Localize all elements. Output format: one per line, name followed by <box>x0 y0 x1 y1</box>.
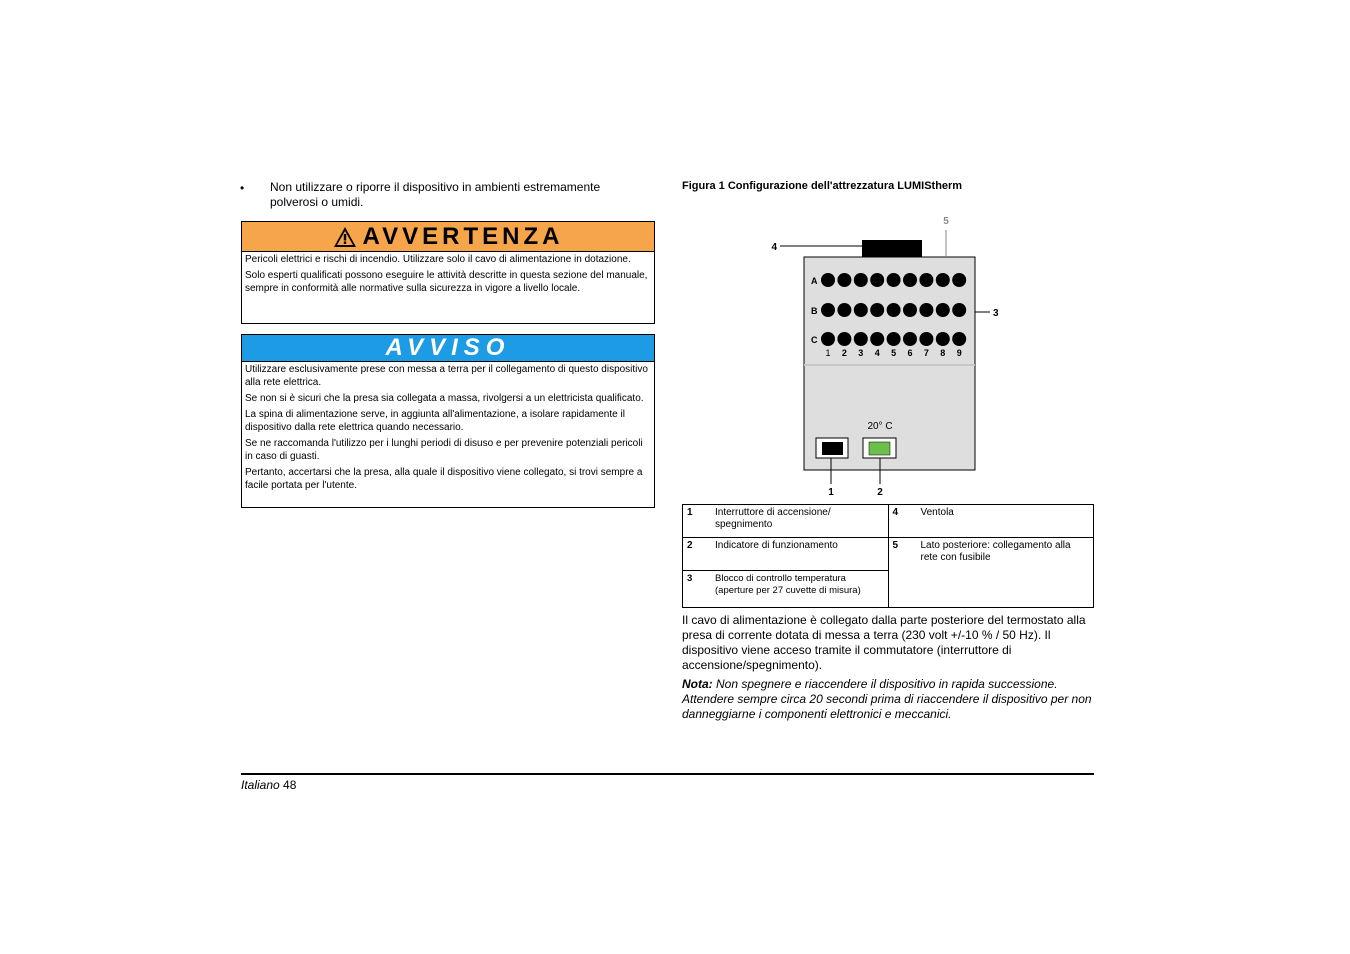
cuvette-well-b7 <box>919 303 933 317</box>
warning-title: AVVERTENZA <box>362 222 564 250</box>
body-paragraph: Il cavo di alimentazione è collegato dalla parte posteriore del termostato alla presa di corrente dotata di messa a terra (230 volt +/-10 % / 50 Hz). Il dispositivo viene acceso tramite il commutatore (interruttore di accensione/spegnimento). <box>682 613 1086 672</box>
cuvette-well-b9 <box>952 303 966 317</box>
cuvette-well-a3 <box>854 273 868 287</box>
notice-body <box>242 362 654 496</box>
cuvette-well-c8 <box>936 332 950 346</box>
legend-label: Ventola <box>920 507 954 518</box>
cuvette-wells <box>821 273 966 346</box>
column-label-5: 5 <box>891 348 897 358</box>
cuvette-well-a7 <box>919 273 933 287</box>
column-label-6: 6 <box>907 348 913 358</box>
cuvette-well-c9 <box>952 332 966 346</box>
legend-number: 3 <box>687 573 693 584</box>
notice-paragraph: Pertanto, accertarsi che la presa, alla quale il dispositivo viene collegato, si trovi sempre a facile portata per l'utente. <box>245 467 643 491</box>
note-text: Non spegnere e riaccendere il dispositivo in rapida successione. Attendere sempre circa 20 secondi prima di riaccendere il dispositivo per non danneggiarne i componenti elettronici e meccanici. <box>682 677 1092 721</box>
cuvette-well-a5 <box>887 273 901 287</box>
legend-cell <box>683 571 889 608</box>
warning-body <box>242 252 654 299</box>
cuvette-well-a2 <box>837 273 851 287</box>
legend-cell <box>683 505 889 538</box>
legend-label: Blocco di controllo temperatura (aperture per 27 cuvette di misura) <box>715 573 861 596</box>
notice-paragraph: La spina di alimentazione serve, in aggiunta all'alimentazione, a isolare rapidamente il dispositivo dalla rete elettrica quando necessario. <box>245 409 625 433</box>
table-row <box>683 538 1094 571</box>
footer-language: Italiano <box>241 778 280 792</box>
warning-header <box>241 221 655 252</box>
cuvette-well-c3 <box>854 332 868 346</box>
cuvette-well-c2 <box>837 332 851 346</box>
warning-triangle-icon <box>333 226 357 248</box>
legend-label: Interruttore di accensione/ spegnimento <box>715 507 831 530</box>
cuvette-well-c7 <box>919 332 933 346</box>
row-label-b: B <box>811 306 818 316</box>
cuvette-well-a6 <box>903 273 917 287</box>
warning-paragraph: Pericoli elettrici e rischi di incendio. Utilizzare solo il cavo di alimentazione in dotazione. <box>245 254 631 265</box>
page-number: 48 <box>283 778 297 792</box>
legend-cell <box>683 538 889 571</box>
cuvette-well-b2 <box>837 303 851 317</box>
note-paragraph <box>682 677 1094 722</box>
callout-5: 5 <box>943 216 949 227</box>
cuvette-well-b3 <box>854 303 868 317</box>
notice-paragraph: Se non si è sicuri che la presa sia collegata a massa, rivolgersi a un elettricista qualificato. <box>245 393 644 404</box>
legend-number: 5 <box>892 540 899 551</box>
bullet-text: Non utilizzare o riporre il dispositivo in ambienti estremamente polverosi o umidi. <box>270 180 601 209</box>
legend-label: Lato posteriore: collegamento alla rete con fusibile <box>920 540 1071 563</box>
legend-label: Indicatore di funzionamento <box>715 540 838 551</box>
cuvette-well-c5 <box>887 332 901 346</box>
legend-number: 1 <box>687 507 693 518</box>
cuvette-well-b5 <box>887 303 901 317</box>
callout-4: 4 <box>771 242 777 253</box>
cuvette-well-b8 <box>936 303 950 317</box>
notice-header <box>241 334 655 362</box>
notice-box <box>241 334 655 508</box>
bullet-symbol: • <box>240 181 245 195</box>
table-row <box>683 505 1094 538</box>
cuvette-well-a9 <box>952 273 966 287</box>
device-diagram <box>682 210 1094 502</box>
notice-paragraph: Utilizzare esclusivamente prese con messa a terra per il collegamento di questo dispositivo alla rete elettrica. <box>245 364 648 388</box>
note-label: Nota: <box>682 677 713 691</box>
warning-paragraph: Solo esperti qualificati possono eseguire le attività descritte in questa sezione del manuale, sempre in conformità alle normative sulla sicurezza in vigore a livello locale. <box>245 270 648 294</box>
cuvette-well-a8 <box>936 273 950 287</box>
column-labels <box>825 348 961 358</box>
cuvette-well-a1 <box>821 273 835 287</box>
legend-cell <box>888 505 1094 538</box>
notice-paragraph: Se ne raccomanda l'utilizzo per i lunghi periodi di disuso e per prevenire potenziali pericoli in caso di guasti. <box>245 438 643 462</box>
callout-3: 3 <box>993 308 999 319</box>
row-label-a: A <box>811 276 818 286</box>
column-label-3: 3 <box>858 348 864 358</box>
cuvette-well-c6 <box>903 332 917 346</box>
cuvette-well-a4 <box>870 273 884 287</box>
legend-number: 2 <box>687 540 693 551</box>
footer-rule <box>241 773 1094 775</box>
cuvette-well-b1 <box>821 303 835 317</box>
row-label-c: C <box>811 335 818 345</box>
column-label-8: 8 <box>940 348 946 358</box>
footer <box>241 778 296 792</box>
column-label-9: 9 <box>956 348 962 358</box>
column-label-1: 1 <box>825 348 831 358</box>
legend-number: 4 <box>892 507 899 518</box>
column-label-7: 7 <box>923 348 929 358</box>
cuvette-well-b6 <box>903 303 917 317</box>
column-label-4: 4 <box>874 348 880 358</box>
notice-title: AVVISO <box>385 334 511 361</box>
figure-caption: Figura 1 Configurazione dell'attrezzatura LUMIStherm <box>682 180 963 192</box>
fan <box>862 240 922 257</box>
cuvette-well-c1 <box>821 332 835 346</box>
callout-2: 2 <box>877 487 883 498</box>
column-label-2: 2 <box>841 348 847 358</box>
legend-table <box>682 504 1094 608</box>
callout-1: 1 <box>828 487 834 498</box>
cuvette-well-c4 <box>870 332 884 346</box>
legend-cell <box>888 538 1094 608</box>
warning-box <box>241 221 655 324</box>
cuvette-well-b4 <box>870 303 884 317</box>
temperature-label: 20° C <box>867 421 893 432</box>
